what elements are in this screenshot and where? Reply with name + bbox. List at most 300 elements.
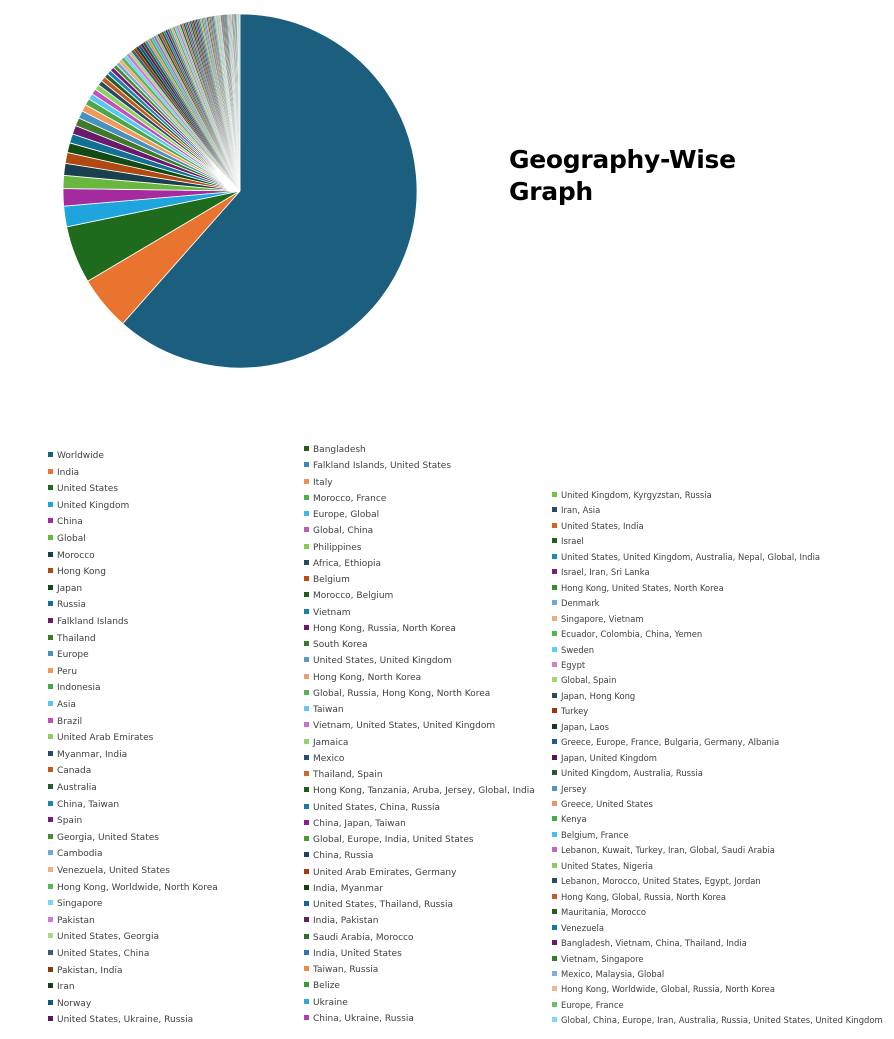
legend-label: Asia: [57, 700, 76, 710]
legend-label: China, Taiwan: [57, 799, 120, 810]
legend-label: Morocco, Belgium: [313, 591, 394, 602]
legend-label: Global, Spain: [561, 675, 617, 686]
legend-label: Mexico, Malaysia, Global: [561, 968, 665, 979]
legend-item: [48, 699, 76, 711]
legend-swatch: [304, 706, 309, 711]
legend-label: Russia: [57, 600, 86, 611]
legend-label: Iran, Asia: [561, 505, 601, 516]
legend-item: [304, 899, 453, 911]
legend-item: [552, 844, 775, 856]
legend-item: [48, 682, 101, 694]
legend-item: [48, 965, 123, 977]
legend-label: United Kingdom, Kyrgyzstan, Russia: [561, 490, 712, 500]
legend-item: [48, 450, 104, 462]
legend-label: Vietnam, Singapore: [561, 953, 644, 964]
legend-item: [304, 590, 393, 602]
legend-label: Pakistan: [57, 915, 95, 926]
legend-label: Norway: [57, 998, 92, 1009]
legend-swatch: [552, 724, 557, 729]
legend-item: [552, 860, 653, 872]
legend-label: Greece, United States: [561, 799, 653, 809]
legend-swatch: [552, 523, 557, 528]
legend-swatch: [304, 917, 309, 922]
legend-label: Africa, Ethiopia: [313, 558, 382, 569]
legend-swatch: [48, 933, 53, 938]
legend-item: [552, 999, 624, 1011]
legend-label: Lebanon, Kuwait, Turkey, Iran, Global, Saudi Arabia: [561, 845, 775, 856]
legend-label: Vietnam: [313, 607, 351, 618]
legend-swatch: [48, 618, 53, 623]
legend-item: [304, 639, 368, 651]
legend-swatch: [552, 801, 557, 806]
legend-swatch: [48, 834, 53, 839]
legend-swatch: [304, 511, 309, 516]
legend-swatch: [552, 585, 557, 590]
legend-swatch: [48, 884, 53, 889]
legend-label: China, Ukraine, Russia: [313, 1013, 414, 1024]
legend-swatch: [304, 852, 309, 857]
legend-swatch: [304, 462, 309, 467]
legend-swatch: [304, 869, 309, 874]
legend-item: [48, 981, 75, 993]
legend-item: [304, 509, 379, 521]
legend-item: [552, 613, 643, 625]
legend-label: Italy: [313, 477, 333, 488]
legend-swatch: [48, 452, 53, 457]
legend-item: [304, 444, 366, 456]
legend-label: United States, United Kingdom: [313, 656, 452, 667]
legend-label: Thailand: [57, 633, 96, 644]
legend-label: United States: [57, 484, 118, 495]
legend-label: United States, Georgia: [57, 932, 159, 943]
legend-label: Singapore, Vietnam: [561, 613, 644, 624]
legend-swatch: [304, 934, 309, 939]
legend-item: [552, 597, 600, 609]
legend-label: Worldwide: [57, 451, 104, 461]
legend-item: [304, 850, 373, 862]
legend-label: Hong Kong, Tanzania, Aruba, Jersey, Global, India: [313, 786, 535, 797]
legend-item: [552, 1014, 883, 1026]
legend-item: [48, 1014, 193, 1026]
legend-swatch: [304, 885, 309, 890]
legend-swatch: [552, 1002, 557, 1007]
legend-item: [552, 520, 644, 532]
legend-swatch: [48, 552, 53, 557]
legend-swatch: [552, 770, 557, 775]
legend-label: Global, China: [313, 526, 374, 537]
legend-item: [48, 898, 102, 910]
legend-item: [48, 500, 129, 512]
legend-item: [48, 550, 95, 562]
legend-swatch: [304, 657, 309, 662]
legend-label: Belize: [313, 981, 340, 992]
legend-swatch: [552, 677, 557, 682]
legend-swatch: [552, 600, 557, 605]
legend-item: [304, 607, 351, 619]
legend-swatch: [552, 956, 557, 961]
legend-label: China, Russia: [313, 851, 374, 862]
legend-item: [48, 931, 159, 943]
legend-label: Taiwan, Russia: [313, 965, 379, 975]
legend-item: [552, 983, 775, 995]
legend-swatch: [552, 786, 557, 791]
legend-swatch: [552, 755, 557, 760]
legend-label: Brazil: [57, 716, 83, 727]
legend-swatch: [48, 684, 53, 689]
legend-label: Thailand, Spain: [313, 770, 383, 780]
legend-label: United States, Thailand, Russia: [313, 900, 453, 910]
legend-item: [552, 953, 643, 965]
legend-swatch: [304, 609, 309, 614]
legend-swatch: [552, 662, 557, 667]
legend-label: Bangladesh: [313, 445, 366, 455]
legend-label: United Kingdom: [57, 500, 130, 511]
legend-item: [48, 915, 95, 927]
legend-item: [304, 834, 474, 846]
legend-swatch: [48, 502, 53, 507]
legend-label: Israel, Iran, Sri Lanka: [561, 567, 650, 578]
legend-item: [304, 688, 490, 700]
legend-item: [304, 980, 340, 992]
legend-label: Pakistan, India: [57, 965, 123, 976]
legend-label: Hong Kong, United States, North Korea: [561, 582, 724, 593]
legend-label: Canada: [57, 766, 92, 777]
legend-label: United States, Nigeria: [561, 860, 653, 871]
legend-swatch: [48, 867, 53, 872]
legend-label: Ecuador, Colombia, China, Yemen: [561, 629, 703, 640]
legend-label: United States, Ukraine, Russia: [57, 1015, 194, 1026]
legend-label: Hong Kong, Worldwide, Global, Russia, North Korea: [561, 984, 775, 995]
legend-swatch: [552, 925, 557, 930]
legend-swatch: [48, 967, 53, 972]
legend-label: Japan: [57, 583, 83, 594]
legend-swatch: [304, 804, 309, 809]
legend-label: United States, China, Russia: [313, 802, 441, 813]
legend-swatch: [552, 847, 557, 852]
legend-item: [48, 467, 79, 479]
legend-swatch: [304, 771, 309, 776]
legend-swatch: [48, 701, 53, 706]
legend-item: [552, 922, 604, 934]
legend-swatch: [48, 767, 53, 772]
legend-item: [304, 964, 378, 976]
legend-swatch: [304, 1015, 309, 1020]
legend-swatch: [304, 495, 309, 500]
legend-swatch: [552, 816, 557, 821]
legend-item: [48, 832, 159, 844]
legend-label: South Korea: [313, 640, 368, 650]
legend-swatch: [48, 1016, 53, 1021]
legend-item: [552, 535, 584, 547]
legend-label: Denmark: [561, 598, 600, 609]
legend-swatch: [48, 485, 53, 490]
chart-title: Geography-Wise Graph: [509, 145, 736, 206]
legend-item: [304, 493, 386, 505]
legend-item: [552, 906, 646, 918]
legend-swatch: [48, 950, 53, 955]
legend-swatch: [552, 863, 557, 868]
legend-swatch: [552, 616, 557, 621]
legend-swatch: [48, 900, 53, 905]
legend-item: [304, 558, 381, 570]
legend-item: [552, 489, 712, 501]
legend-item: [48, 483, 118, 495]
legend-label: Hong Kong, North Korea: [313, 672, 422, 683]
legend-swatch: [48, 585, 53, 590]
legend-item: [48, 865, 170, 877]
legend-label: Belgium, France: [561, 829, 629, 840]
legend-item: [48, 599, 86, 611]
legend-swatch: [552, 507, 557, 512]
legend-label: Jersey: [561, 783, 587, 794]
legend-label: India, United States: [313, 948, 402, 959]
legend-item: [552, 705, 588, 717]
legend-swatch: [304, 820, 309, 825]
legend-item: [48, 649, 89, 661]
legend-label: Europe, France: [561, 999, 624, 1010]
legend-item: [48, 516, 83, 528]
legend-label: Saudi Arabia, Morocco: [313, 932, 414, 943]
legend-label: Georgia, United States: [57, 832, 159, 843]
legend-swatch: [304, 982, 309, 987]
legend-item: [304, 867, 456, 879]
legend-label: Hong Kong, Global, Russia, North Korea: [561, 891, 726, 902]
legend-item: [552, 721, 609, 733]
legend-label: Global, China, Europe, Iran, Australia, Russia, United States, United Kingdom: [561, 1015, 883, 1026]
legend-label: Australia: [57, 783, 97, 793]
legend-item: [552, 690, 635, 702]
legend-label: Ukraine: [313, 997, 348, 1008]
legend-label: Iran: [57, 982, 75, 993]
legend-item: [304, 460, 451, 472]
legend-swatch: [304, 999, 309, 1004]
legend-label: Israel: [561, 536, 584, 547]
legend-label: Europe: [57, 650, 89, 661]
legend-label: India, Myanmar: [313, 883, 384, 894]
legend-swatch: [304, 787, 309, 792]
legend-label: Belgium: [313, 575, 350, 585]
legend-item: [304, 997, 348, 1009]
legend-swatch: [304, 836, 309, 841]
legend-item: [552, 659, 585, 671]
legend-item: [48, 882, 218, 894]
legend-label: India, Pakistan: [313, 916, 379, 927]
legend-swatch: [552, 693, 557, 698]
legend-swatch: [48, 601, 53, 606]
legend-item: [304, 1013, 414, 1025]
legend-swatch: [552, 909, 557, 914]
legend-label: Peru: [57, 666, 78, 677]
legend-swatch: [552, 554, 557, 559]
legend-item: [304, 525, 373, 537]
legend-swatch: [48, 817, 53, 822]
legend-item: [552, 752, 657, 764]
legend-item: [304, 883, 383, 895]
legend-swatch: [48, 568, 53, 573]
legend-label: Vietnam, United States, United Kingdom: [313, 721, 496, 732]
legend-item: [304, 932, 414, 944]
legend-swatch: [48, 535, 53, 540]
legend-swatch: [48, 635, 53, 640]
legend-item: [304, 802, 440, 814]
legend-label: Venezuela: [561, 922, 605, 933]
legend-label: Falkland Islands, United States: [313, 461, 452, 472]
legend-swatch: [48, 651, 53, 656]
legend-swatch: [48, 850, 53, 855]
legend-swatch: [552, 878, 557, 883]
legend-label: Morocco, France: [313, 493, 387, 504]
legend-swatch: [48, 1000, 53, 1005]
legend-label: Falkland Islands: [57, 617, 129, 627]
legend-swatch: [304, 966, 309, 971]
legend-label: United States, China: [57, 949, 150, 959]
legend-item: [304, 672, 421, 684]
legend-item: [552, 891, 726, 903]
legend-item: [304, 623, 456, 635]
legend-item: [552, 628, 702, 640]
legend-swatch: [48, 718, 53, 723]
legend-swatch: [304, 739, 309, 744]
legend-swatch: [48, 751, 53, 756]
legend-label: United Kingdom, Australia, Russia: [561, 768, 703, 779]
legend-label: Kenya: [561, 814, 587, 825]
legend-item: [48, 998, 91, 1010]
legend-swatch: [304, 690, 309, 695]
legend-label: India: [57, 467, 80, 478]
legend-item: [552, 829, 629, 841]
legend-item: [48, 749, 127, 761]
legend-swatch: [48, 983, 53, 988]
legend-item: [552, 937, 747, 949]
legend-label: Myanmar, India: [57, 749, 128, 760]
legend-swatch: [48, 668, 53, 673]
legend-item: [552, 644, 594, 656]
legend-item: [552, 798, 653, 810]
legend-swatch: [552, 538, 557, 543]
legend-item: [304, 818, 406, 830]
legend-swatch: [552, 986, 557, 991]
legend-swatch: [48, 917, 53, 922]
legend-swatch: [552, 492, 557, 497]
legend-label: Jamaica: [313, 737, 349, 748]
legend-swatch: [304, 592, 309, 597]
legend-label: Japan, Hong Kong: [561, 690, 636, 701]
legend-swatch: [304, 527, 309, 532]
legend-label: Global: [57, 534, 86, 544]
legend-label: Mexico: [313, 753, 345, 764]
legend-item: [48, 765, 91, 777]
legend-item: [552, 968, 664, 980]
legend-swatch: [304, 625, 309, 630]
legend-item: [304, 704, 344, 716]
legend-swatch: [552, 631, 557, 636]
legend-item: [48, 782, 97, 794]
legend-item: [48, 566, 106, 578]
legend-item: [552, 783, 587, 795]
legend-swatch: [48, 784, 53, 789]
legend-label: Morocco: [57, 550, 95, 561]
legend-label: Taiwan: [313, 705, 344, 715]
legend-item: [304, 655, 452, 667]
legend-item: [48, 799, 119, 811]
legend-swatch: [552, 708, 557, 713]
legend-item: [48, 633, 96, 645]
legend-label: Venezuela, United States: [57, 866, 170, 876]
legend-label: Global, Europe, India, United States: [313, 835, 474, 845]
legend-swatch: [552, 647, 557, 652]
legend-label: Greece, Europe, France, Bulgaria, Germany, Albania: [561, 737, 780, 748]
legend-item: [304, 737, 348, 749]
legend-label: Japan, United Kingdom: [561, 752, 657, 763]
legend-label: Egypt: [561, 659, 586, 670]
legend-swatch: [304, 544, 309, 549]
legend-label: Hong Kong, Russia, North Korea: [313, 623, 456, 634]
legend-swatch: [552, 1017, 557, 1022]
legend-item: [48, 716, 82, 728]
legend-item: [304, 769, 383, 781]
legend-item: [552, 582, 724, 594]
legend-item: [304, 574, 350, 586]
legend-swatch: [48, 801, 53, 806]
legend-item: [552, 875, 761, 887]
legend-swatch: [304, 722, 309, 727]
legend-swatch: [552, 940, 557, 945]
legend-swatch: [552, 739, 557, 744]
legend-label: Spain: [57, 816, 83, 827]
legend-label: United Arab Emirates, Germany: [313, 867, 457, 878]
legend-item: [304, 477, 333, 489]
legend-item: [48, 533, 86, 545]
legend-item: [48, 616, 128, 628]
legend-item: [304, 915, 379, 927]
legend-swatch: [48, 734, 53, 739]
legend-item: [48, 815, 82, 827]
legend-label: Europe, Global: [313, 510, 380, 520]
legend-item: [48, 583, 82, 595]
legend-label: China, Japan, Taiwan: [313, 818, 406, 829]
legend-label: Japan, Laos: [561, 721, 609, 732]
legend-swatch: [304, 674, 309, 679]
legend-label: Hong Kong: [57, 567, 106, 578]
legend-label: Philippines: [313, 542, 362, 553]
legend-swatch: [304, 576, 309, 581]
legend-swatch: [304, 479, 309, 484]
legend-label: United States, United Kingdom, Australia, Nepal, Global, India: [561, 551, 821, 562]
legend-item: [304, 542, 362, 554]
legend-label: Cambodia: [57, 849, 103, 860]
legend-label: Bangladesh, Vietnam, China, Thailand, India: [561, 938, 747, 949]
legend-item: [304, 720, 495, 732]
legend-label: Turkey: [561, 706, 589, 717]
legend-item: [552, 551, 820, 563]
legend-label: United Arab Emirates: [57, 733, 154, 744]
legend-label: Lebanon, Morocco, United States, Egypt, Jordan: [561, 876, 761, 887]
legend-label: Global, Russia, Hong Kong, North Korea: [313, 688, 491, 699]
pie-slices: [63, 14, 417, 368]
legend-swatch: [304, 755, 309, 760]
legend-item: [304, 753, 344, 765]
legend-item: [552, 566, 650, 578]
legend-swatch: [304, 641, 309, 646]
legend-swatch: [304, 560, 309, 565]
legend-swatch: [304, 950, 309, 955]
legend-item: [552, 736, 779, 748]
legend-label: Singapore: [57, 899, 103, 910]
legend-label: Indonesia: [57, 683, 101, 694]
legend-item: [304, 785, 535, 797]
legend-item: [552, 504, 600, 516]
legend-item: [48, 666, 77, 678]
